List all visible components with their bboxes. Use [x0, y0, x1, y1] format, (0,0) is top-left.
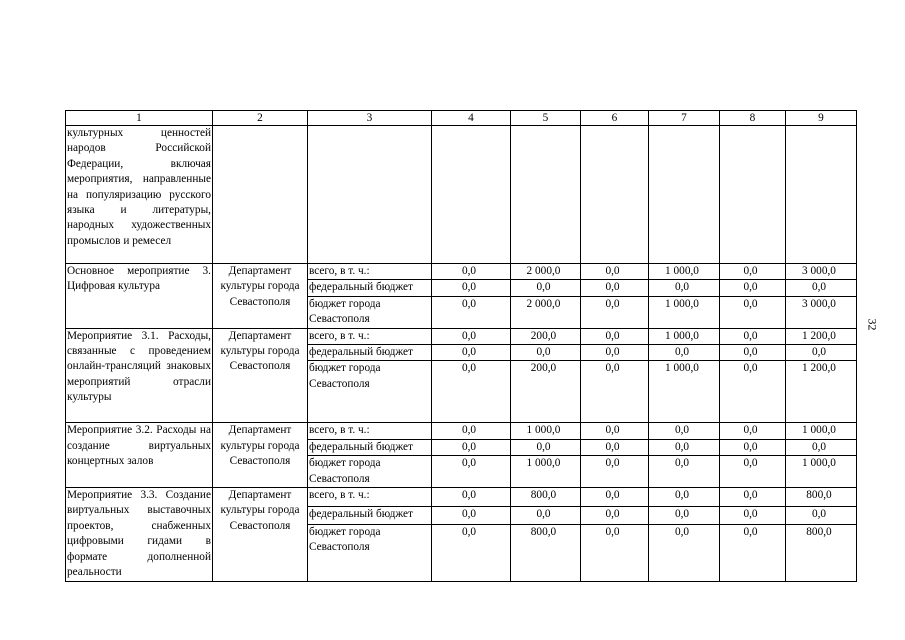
amount-cell: 0,0 [581, 296, 649, 328]
amount-cell: 0,0 [649, 506, 720, 525]
activity-name: Основное мероприятие 3. Цифровая культура [66, 264, 213, 329]
amount-cell: 0,0 [581, 488, 649, 507]
funding-source: бюджет города Севастополя [308, 296, 432, 328]
header-cell: 9 [786, 111, 857, 126]
amount-cell: 0,0 [649, 423, 720, 439]
amount-cell: 0,0 [649, 345, 720, 361]
amount-cell: 1 000,0 [649, 361, 720, 423]
amount-cell: 0,0 [786, 280, 857, 296]
amount-cell: 0,0 [720, 361, 786, 423]
amount-cell: 800,0 [511, 525, 581, 581]
amount-cell: 0,0 [581, 456, 649, 488]
amount-cell: 0,0 [720, 264, 786, 280]
amount-cell: 1 000,0 [511, 423, 581, 439]
amount-cell: 0,0 [720, 456, 786, 488]
header-cell: 7 [649, 111, 720, 126]
funding-source: всего, в т. ч.: [308, 488, 432, 507]
table-row [66, 488, 857, 507]
amount-cell: 0,0 [581, 423, 649, 439]
amount-cell: 0,0 [432, 456, 511, 488]
funding-source: бюджет города Севастополя [308, 456, 432, 488]
amount-cell: 0,0 [649, 439, 720, 455]
funding-source: федеральный бюджет [308, 506, 432, 525]
amount-cell: 0,0 [786, 439, 857, 455]
responsible-executor: Департамент культуры города Севастополя [213, 488, 308, 581]
amount-cell: 0,0 [511, 506, 581, 525]
amount-cell: 3 000,0 [786, 264, 857, 280]
funding-source: всего, в т. ч.: [308, 264, 432, 280]
responsible-executor: Департамент культуры города Севастополя [213, 264, 308, 329]
funding-source: федеральный бюджет [308, 345, 432, 361]
continuation-row [66, 126, 857, 264]
amount-cell: 0,0 [511, 345, 581, 361]
header-cell: 5 [511, 111, 581, 126]
table-row [66, 328, 857, 344]
header-cell: 2 [213, 111, 308, 126]
continuation-name: культурных ценностей народов Российской Федерации, включая мероприятия, направленные на популяризацию русского языка и литературы, народных художественных промыслов и ремесел [66, 126, 213, 264]
amount-cell: 0,0 [720, 506, 786, 525]
amount-cell: 0,0 [432, 439, 511, 455]
amount-cell: 800,0 [786, 525, 857, 581]
amount-cell: 1 200,0 [786, 328, 857, 344]
funding-source: бюджет города Севастополя [308, 525, 432, 581]
amount-cell: 0,0 [581, 439, 649, 455]
amount-cell: 0,0 [511, 439, 581, 455]
amount-cell: 1 000,0 [649, 264, 720, 280]
amount-cell: 0,0 [720, 525, 786, 581]
amount-cell: 0,0 [581, 345, 649, 361]
amount-cell: 0,0 [649, 456, 720, 488]
amount-cell: 0,0 [432, 328, 511, 344]
amount-cell: 0,0 [720, 439, 786, 455]
amount-cell: 0,0 [432, 264, 511, 280]
amount-cell: 200,0 [511, 361, 581, 423]
amount-cell: 800,0 [511, 488, 581, 507]
amount-cell: 2 000,0 [511, 264, 581, 280]
activity-name: Мероприятие 3.1. Расходы, связанные с проведением онлайн-трансляций знаковых мероприятий отрасли культуры [66, 328, 213, 423]
amount-cell: 0,0 [432, 525, 511, 581]
amount-cell: 1 000,0 [786, 423, 857, 439]
amount-cell: 0,0 [432, 488, 511, 507]
amount-cell: 1 000,0 [511, 456, 581, 488]
amount-cell: 0,0 [432, 423, 511, 439]
amount-cell: 0,0 [649, 280, 720, 296]
amount-cell: 200,0 [511, 328, 581, 344]
funding-source: федеральный бюджет [308, 439, 432, 455]
amount-cell: 0,0 [720, 280, 786, 296]
responsible-executor: Департамент культуры города Севастополя [213, 328, 308, 423]
amount-cell: 2 000,0 [511, 296, 581, 328]
amount-cell: 0,0 [432, 280, 511, 296]
amount-cell: 3 000,0 [786, 296, 857, 328]
amount-cell: 0,0 [786, 506, 857, 525]
responsible-executor: Департамент культуры города Севастополя [213, 423, 308, 488]
amount-cell: 0,0 [581, 280, 649, 296]
amount-cell: 0,0 [649, 525, 720, 581]
amount-cell: 0,0 [581, 361, 649, 423]
amount-cell: 0,0 [720, 296, 786, 328]
header-cell: 8 [720, 111, 786, 126]
amount-cell: 0,0 [786, 345, 857, 361]
budget-table [65, 110, 857, 582]
amount-cell: 0,0 [581, 328, 649, 344]
amount-cell: 0,0 [432, 361, 511, 423]
table-row [66, 264, 857, 280]
amount-cell: 1 000,0 [649, 296, 720, 328]
amount-cell: 0,0 [432, 296, 511, 328]
funding-source: бюджет города Севастополя [308, 361, 432, 423]
amount-cell: 0,0 [720, 345, 786, 361]
amount-cell: 1 000,0 [786, 456, 857, 488]
funding-source: федеральный бюджет [308, 280, 432, 296]
amount-cell: 0,0 [581, 506, 649, 525]
amount-cell: 0,0 [720, 423, 786, 439]
activity-name: Мероприятие 3.2. Расходы на создание виртуальных концертных залов [66, 423, 213, 488]
amount-cell: 1 000,0 [649, 328, 720, 344]
amount-cell: 0,0 [511, 280, 581, 296]
amount-cell: 800,0 [786, 488, 857, 507]
header-row [66, 111, 857, 126]
table-row [66, 423, 857, 439]
activity-name: Мероприятие 3.3. Создание виртуальных выставочных проектов, снабженных цифровыми гидами в формате дополненной реальности [66, 488, 213, 581]
amount-cell: 0,0 [720, 488, 786, 507]
amount-cell: 0,0 [581, 264, 649, 280]
page-number: 32 [865, 318, 880, 331]
amount-cell: 0,0 [581, 525, 649, 581]
header-cell: 1 [66, 111, 213, 126]
amount-cell: 0,0 [432, 345, 511, 361]
amount-cell: 1 200,0 [786, 361, 857, 423]
header-cell: 6 [581, 111, 649, 126]
funding-source: всего, в т. ч.: [308, 328, 432, 344]
header-cell: 4 [432, 111, 511, 126]
funding-source: всего, в т. ч.: [308, 423, 432, 439]
amount-cell: 0,0 [649, 488, 720, 507]
header-cell: 3 [308, 111, 432, 126]
amount-cell: 0,0 [720, 328, 786, 344]
amount-cell: 0,0 [432, 506, 511, 525]
sections-body [66, 264, 857, 582]
